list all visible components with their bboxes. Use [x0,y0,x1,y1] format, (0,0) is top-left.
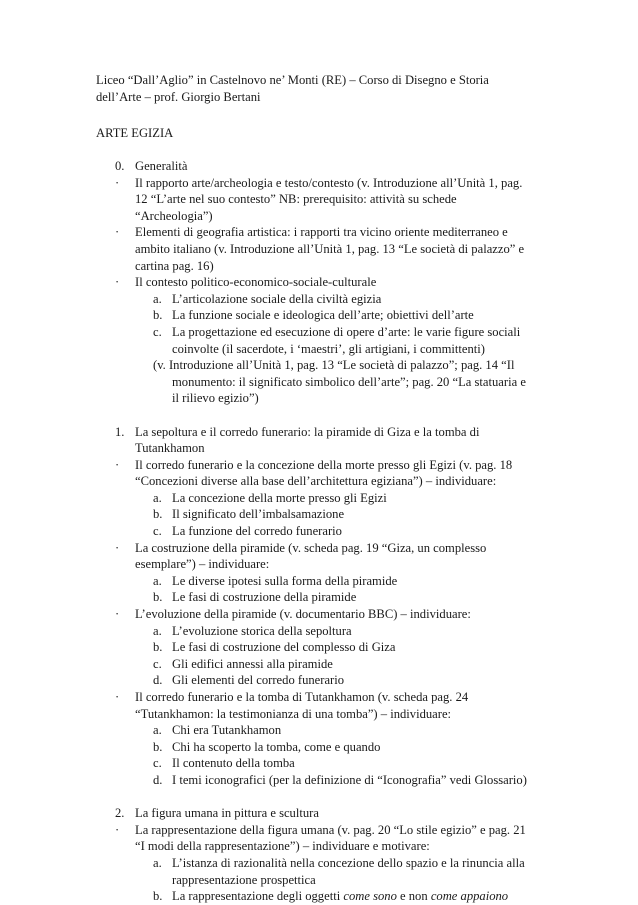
sub-item-letter: b. [153,640,163,655]
bullet-item [115,224,545,274]
text-line: La progettazione ed esecuzione di opere d’arte: le varie figure sociali [172,324,521,339]
text-line: “Tutankhamon: la testimonianza di una tomba”) – individuare: [135,706,452,721]
bullet-item [115,822,545,855]
header-line: dell’Arte – prof. Giorgio Bertani [96,89,261,104]
text-line: 12 “L’arte nel suo contesto” NB: prerequisito: attività su schede [135,192,457,207]
text-line: I temi iconografici (per la definizione di “Iconografia” vedi Glossario) [172,772,527,787]
sub-item [153,739,545,756]
text-line: Chi era Tutankhamon [172,723,282,738]
section-title: Tutankhamon [135,441,205,456]
bullet-item [115,457,545,490]
sub-item-letter: a. [153,855,162,870]
sub-item-letter: a. [153,573,162,588]
sub-item [153,523,545,540]
text-line: La funzione del corredo funerario [172,524,342,539]
sub-item [153,772,545,789]
text-line: La concezione della morte presso gli Egizi [172,490,387,505]
text-line: il rilievo egizio”) [172,391,259,406]
sub-item-letter: c. [153,324,162,339]
text-line: Il corredo funerario e la tomba di Tutankhamon (v. scheda pag. 24 [135,690,469,704]
section-number: 0. [115,159,125,173]
sub-item [153,307,545,324]
text-line: Il contesto politico-economico-sociale-culturale [135,275,377,290]
sub-item [153,573,545,590]
text-line: Il significato dell’imbalsamazione [172,507,345,522]
bullet-mark: · [115,540,120,555]
bullet-mark: · [115,607,120,622]
bullet-item [115,689,545,722]
document-header [96,72,556,105]
sub-item [153,324,545,357]
sub-item [153,639,545,656]
text-line: L’evoluzione della piramide (v. documentario BBC) – individuare: [135,607,471,622]
sub-item [153,490,545,507]
text-line: cartina pag. 16) [135,258,214,273]
sub-item [153,506,545,523]
text-line: monumento: il significato simbolico dell’arte”; pag. 20 “La statuaria e [172,374,526,389]
document-title: ARTE EGIZIA [96,126,174,140]
text-line: Chi ha scoperto la tomba, come e quando [172,739,381,754]
bullet-mark: · [115,690,120,704]
sub-item-letter: a. [153,723,162,738]
sub-item [153,888,545,905]
sub-item [153,755,545,772]
text-line: Il corredo funerario e la concezione della morte presso gli Egizi (v. pag. 18 [135,457,513,472]
bullet-mark: · [115,457,120,472]
text-line: L’istanza di razionalità nella concezione dello spazio e la rinuncia alla [172,855,525,870]
text-line: ambito italiano (v. Introduzione all’Unità 1, pag. 13 “Le società di palazzo” e [135,241,525,256]
text-run: e non [396,889,431,904]
text-line: Il rapporto arte/archeologia e testo/contesto (v. Introduzione all’Unità 1, pag. [135,175,523,190]
text-line: L’articolazione sociale della civiltà egizia [172,291,382,306]
bullet-mark: · [115,275,120,290]
text-line: (v. Introduzione all’Unità 1, pag. 13 “Le società di palazzo”; pag. 14 “Il [153,358,515,373]
text-line: “Archeologia”) [135,208,213,223]
sub-item-letter: c. [153,656,162,671]
sub-item-letter: a. [153,623,162,638]
text-line: Gli edifici annessi alla piramide [172,656,333,671]
text-line [172,888,545,905]
sub-item-letter: d. [153,772,163,787]
sub-item-letter: b. [153,590,163,605]
sub-item [153,656,545,673]
section-title: La sepoltura e il corredo funerario: la piramide di Giza e la tomba di [135,424,480,439]
text-line: coinvolte (il sacerdote, i ‘maestri’, gli artigiani, i committenti) [172,341,485,356]
sub-item-letter: d. [153,673,163,688]
sub-item-letter: c. [153,756,162,771]
section-number: 1. [115,424,125,439]
text-line: Gli elementi del corredo funerario [172,673,345,688]
text-line: “I modi della rappresentazione”) – individuare e motivare: [135,839,430,854]
section-title: Generalità [135,159,188,173]
sub-item [153,623,545,640]
text-line: Le fasi di costruzione della piramide [172,590,357,605]
text-line: Elementi di geografia artistica: i rapporti tra vicino oriente mediterraneo e [135,225,508,240]
text-line: Le fasi di costruzione del complesso di Giza [172,640,396,655]
text-line: L’evoluzione storica della sepoltura [172,623,352,638]
section-heading [115,805,545,822]
bullet-mark: · [115,225,120,240]
text-line: La rappresentazione della figura umana (v. pag. 20 “Lo stile egizio” e pag. 21 [135,822,526,837]
sub-item [153,855,545,888]
bullet-item [115,274,545,291]
italic-phrase: come sono [343,889,397,904]
text-run: La rappresentazione degli oggetti [172,889,344,904]
sub-item [153,291,545,308]
text-line: Il contenuto della tomba [172,756,295,771]
text-line: esemplare”) – individuare: [135,557,270,572]
header-line: Liceo “Dall’Aglio” in Castelnovo ne’ Monti (RE) – Corso di Disegno e Storia [96,73,489,87]
text-line: La costruzione della piramide (v. scheda pag. 19 “Giza, un complesso [135,540,487,555]
bullet-mark: · [115,822,120,837]
sub-item-letter: c. [153,524,162,539]
section-number: 2. [115,806,125,821]
section-heading [115,158,545,175]
text-line: “Concezioni diverse alla base dell’architettura egiziana”) – individuare: [135,474,497,489]
text-line: Le diverse ipotesi sulla forma della piramide [172,573,398,588]
reference-note [153,357,545,407]
sub-item-letter: a. [153,291,162,306]
bullet-item [115,540,545,573]
section-title: La figura umana in pittura e scultura [135,806,319,821]
sub-item-letter: b. [153,889,163,904]
sub-item-letter: b. [153,739,163,754]
sub-item [153,672,545,689]
sub-item [153,722,545,739]
bullet-item [115,175,545,225]
sub-item-letter: b. [153,507,163,522]
sub-item-letter: a. [153,490,162,505]
sub-item [153,589,545,606]
text-line: rappresentazione prospettica [172,872,316,887]
italic-phrase: come appaiono [430,889,509,904]
sub-item-letter: b. [153,308,163,323]
bullet-item [115,606,545,623]
text-line: La funzione sociale e ideologica dell’arte; obiettivi dell’arte [172,308,474,323]
bullet-mark: · [115,175,120,190]
section-0 [115,158,545,905]
section-heading [115,424,545,457]
